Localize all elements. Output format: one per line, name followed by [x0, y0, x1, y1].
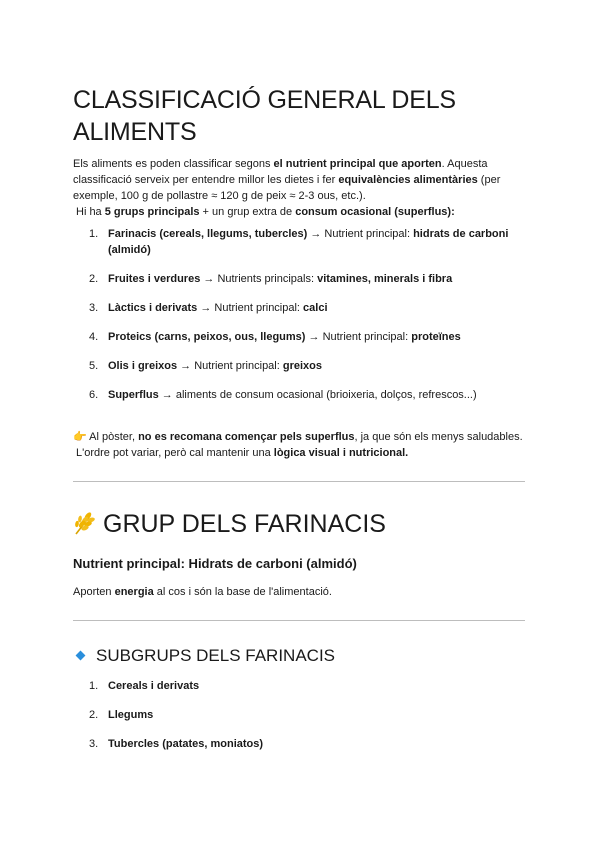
intro-line-3: exemple, 100 g de pollastre ≈ 120 g de peix ≈ 2-3 ous, etc.).: [73, 190, 366, 202]
list-item: 2. Llegums: [89, 709, 154, 721]
intro-line-2: classificació serveix per entendre millor les dietes i fer equivalències alimentàries (per: [73, 174, 501, 186]
divider: [73, 620, 525, 621]
food-groups-list: [73, 226, 528, 407]
poster-note: [73, 429, 528, 461]
list-item: 2. Fruites i verdures → Nutrients principals: vitamines, minerals i fibra: [89, 273, 453, 285]
blue-diamond-icon: [76, 651, 86, 661]
title-line-2: ALIMENTS: [73, 118, 197, 146]
section-heading: GRUP DELS FARINACIS: [73, 508, 386, 540]
wheat-icon: [73, 510, 97, 536]
list-item: 1. Farinacis (cereals, llegums, tubercles) → Nutrient principal: hidrats de carboni (almidó): [89, 228, 509, 256]
page-title: [73, 84, 528, 148]
subgroups-heading: SUBGRUPS DELS FARINACIS: [73, 645, 335, 667]
title-line-1: CLASSIFICACIÓ GENERAL DELS: [73, 86, 456, 114]
intro-paragraph: [73, 156, 528, 220]
list-item: 1. Cereals i derivats: [89, 680, 200, 692]
list-item: 3. Làctics i derivats → Nutrient principal: calci: [89, 302, 328, 314]
note-line-2: L'ordre pot variar, però cal mantenir una lògica visual i nutricional.: [76, 447, 409, 459]
list-item: 5. Olis i greixos → Nutrient principal: greixos: [89, 360, 322, 372]
list-item: 3. Tubercles (patates, moniatos): [89, 738, 264, 750]
subgroups-list: [73, 678, 528, 756]
note-line-1: 👉 Al pòster, no es recomana començar pels superflus, ja que són els menys saludables.: [73, 430, 523, 443]
list-item: 4. Proteics (carns, peixos, ous, llegums) → Nutrient principal: proteïnes: [89, 331, 461, 343]
divider: [73, 481, 525, 482]
intro-line-4: Hi ha 5 grups principals + un grup extra de consum ocasional (superflus):: [76, 206, 455, 218]
pointing-hand-icon: 👉: [73, 430, 87, 443]
nutrient-subheading: Nutrient principal: Hidrats de carboni (almidó): [73, 556, 357, 571]
list-item: 6. Superflus → aliments de consum ocasional (brioixeria, dolços, refrescos...): [89, 389, 477, 401]
intro-line-1: Els aliments es poden classificar segons el nutrient principal que aporten. Aquesta: [73, 158, 488, 170]
section-description: Aporten energia al cos i són la base de l'alimentació.: [73, 586, 332, 598]
